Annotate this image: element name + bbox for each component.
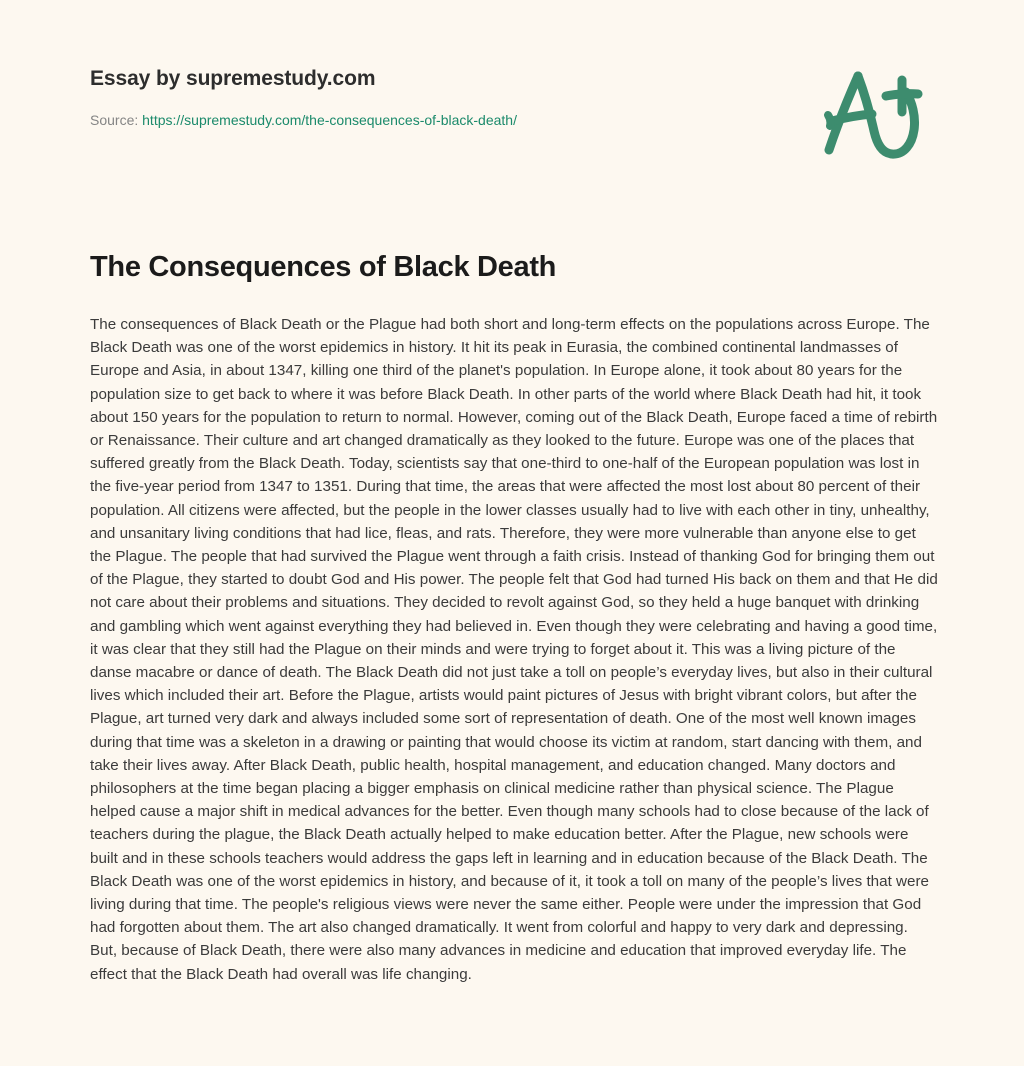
- a-plus-logo-icon: [806, 58, 946, 170]
- source-url-link[interactable]: https://supremestudy.com/the-consequences-of-black-death/: [142, 112, 517, 128]
- article-body-text: The consequences of Black Death or the Plague had both short and long-term effects on the populations across Europe. The Black Death was one of the worst epidemics in history. It hit its peak in Eurasia, the combined continental landmasses of Europe and Asia, in about 1347, killing one third of the planet's population. In Europe alone, it took about 80 years for the population size to get back to where it was before Black Death. In other parts of the world where Black Death had hit, it took about 150 years for the population to return to normal. However, coming out of the Black Death, Europe faced a time of rebirth or Renaissance. Their culture and art changed dramatically as they looked to the future. Europe was one of the places that suffered greatly from the Black Death. Today, scientists say that one-third to one-half of the European population was lost in the five-year period from 1347 to 1351. During that time, the areas that were affected the most lost about 80 percent of their population. All citizens were affected, but the people in the lower classes usually had to live with each other in tiny, unhealthy, and unsanitary living conditions that had lice, fleas, and rats. Therefore, they were more vulnerable than anyone else to get the Plague. The people that had survived the Plague went through a faith crisis. Instead of thanking God for bringing them out of the Plague, they started to doubt God and His power. The people felt that God had turned His back on them and that He did not care about their problems and situations. They decided to revolt against God, so they held a huge banquet with drinking and gambling which went against everything they had believed in. Even though they were celebrating and having a good time, it was clear that they still had the Plague on their minds and were trying to forget about it. This was a living picture of the danse macabre or dance of death. The Black Death did not just take a toll on people’s everyday lives, but also in their cultural lives which included their art. Before the Plague, artists would paint pictures of Jesus with bright vibrant colors, but after the Plague, art turned very dark and always included some sort of representation of death. One of the most well known images during that time was a skeleton in a drawing or painting that would choose its victim at random, start dancing with them, and take their lives away. After Black Death, public health, hospital management, and education changed. Many doctors and philosophers at the time began placing a bigger emphasis on clinical medicine rather than physical science. The Plague helped cause a major shift in medical advances for the better. Even though many schools had to close because of the lack of teachers during the plague, the Black Death actually helped to make education better. After the Plague, new schools were built and in these schools teachers would address the gaps left in learning and in education because of the Black Death. The Black Death was one of the worst epidemics in history, and because of it, it took a toll on many of the people’s lives that were living during that time. The people's religious views were never the same either. People were under the impression that God had forgotten about them. The art also changed dramatically. It went from colorful and happy to very dark and depressing. But, because of Black Death, there were also many advances in medicine and education that improved everyday life. The effect that the Black Death had overall was life changing.: [90, 316, 938, 983]
- page-header: [90, 66, 790, 129]
- page-title: The Consequences of Black Death: [90, 251, 557, 283]
- brand-heading: Essay by supremestudy.com: [90, 67, 376, 90]
- source-line: [90, 111, 790, 129]
- source-label: Source:: [90, 112, 139, 128]
